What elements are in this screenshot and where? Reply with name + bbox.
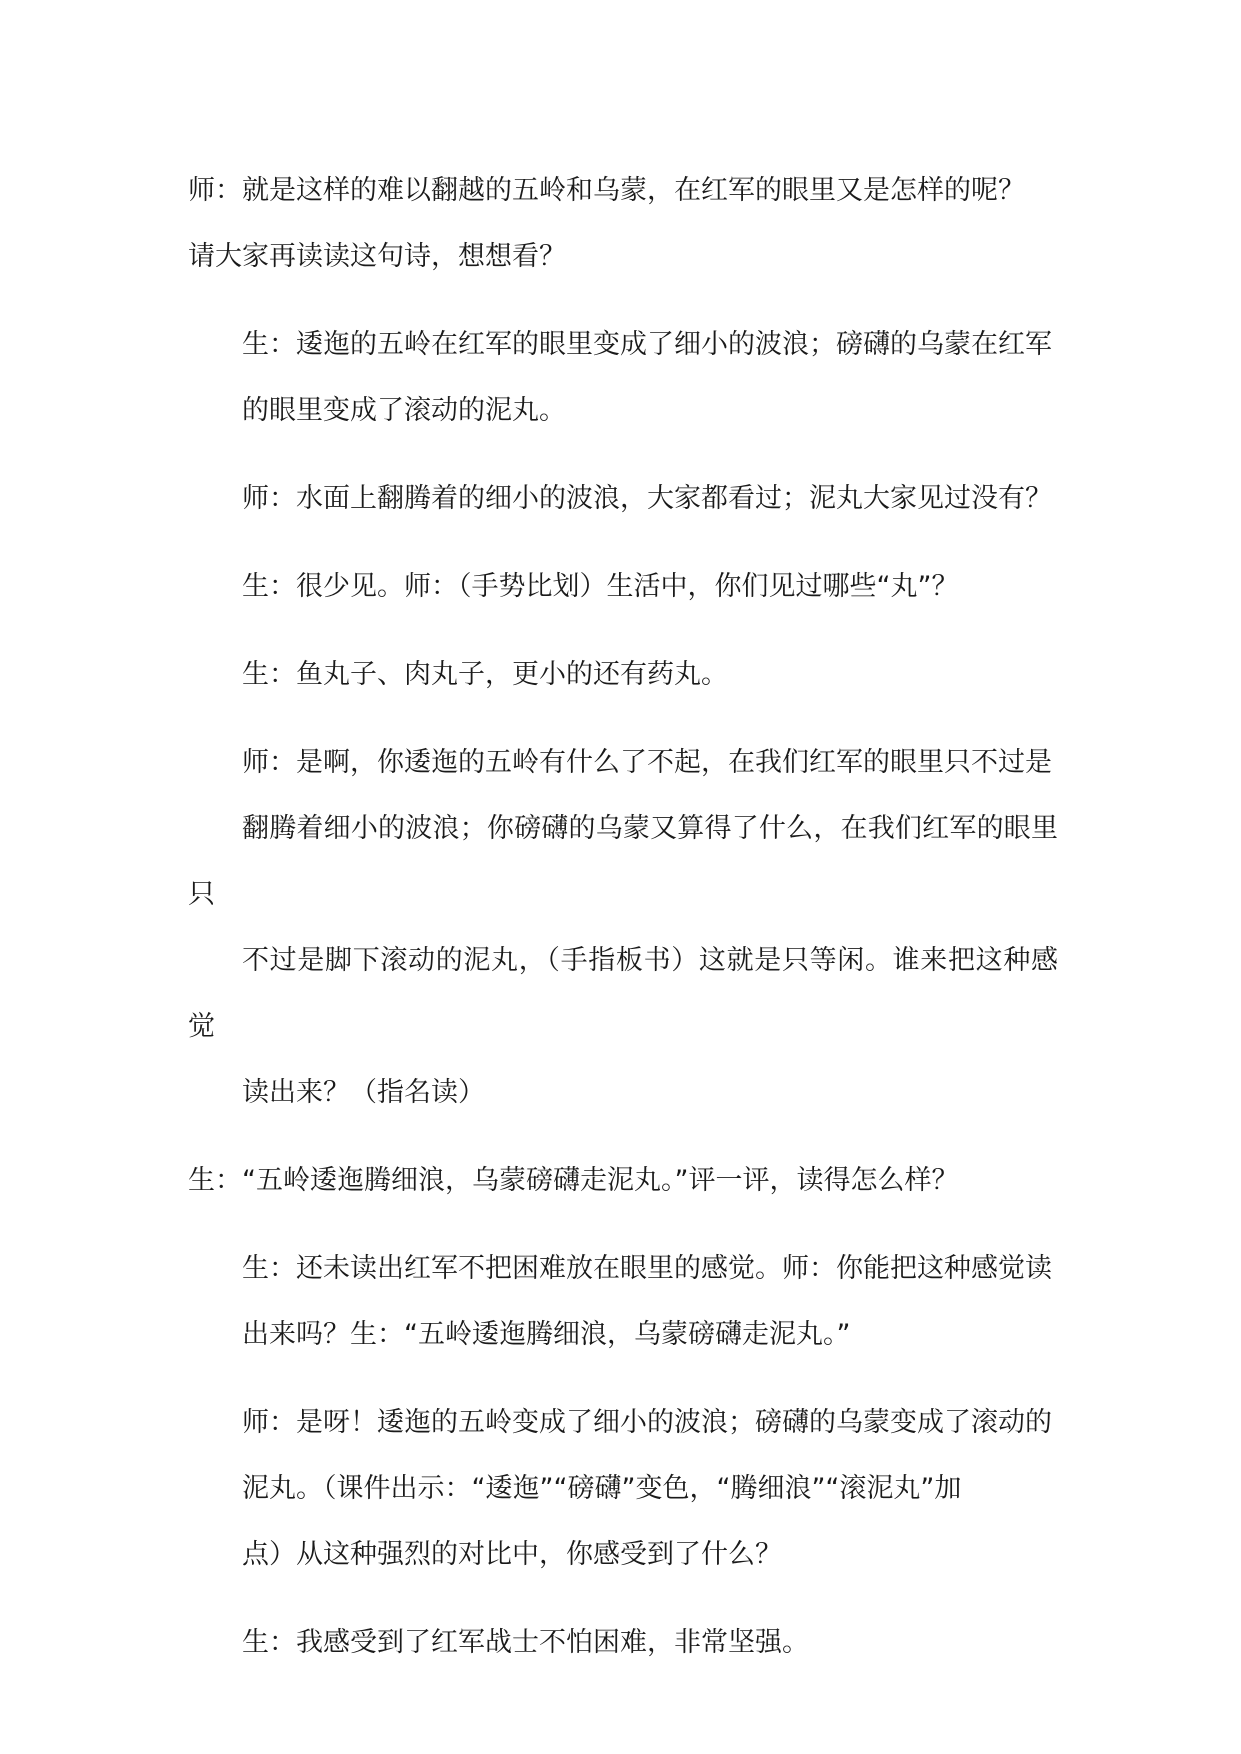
paragraph — [188, 312, 1058, 444]
paragraph — [188, 730, 1058, 1126]
paragraph-line: 师：是啊，你逶迤的五岭有什么了不起，在我们红军的眼里只不过是 — [242, 747, 1052, 778]
paragraph-line: 生：“五岭逶迤腾细浪，乌蒙磅礴走泥丸。”评一评，读得怎么样？ — [188, 1165, 959, 1196]
paragraph — [188, 1148, 1058, 1214]
paragraph — [188, 1236, 1058, 1368]
paragraph-line: 请大家再读读这句诗，想想看？ — [188, 241, 566, 272]
paragraph — [188, 158, 1058, 290]
paragraph-line: 生：逶迤的五岭在红军的眼里变成了细小的波浪；磅礴的乌蒙在红军 — [242, 329, 1052, 360]
paragraph-line: 师：水面上翻腾着的细小的波浪，大家都看过；泥丸大家见过没有？ — [242, 483, 1052, 514]
paragraph-line: 读出来？（指名读） — [242, 1077, 485, 1108]
paragraph — [188, 1610, 1058, 1676]
paragraph-line: 师：是呀！逶迤的五岭变成了细小的波浪；磅礴的乌蒙变成了滚动的 — [242, 1407, 1052, 1438]
paragraph-line: 生：鱼丸子、肉丸子，更小的还有药丸。 — [242, 659, 728, 690]
paragraph-line: 生：很少见。师：（手势比划）生活中，你们见过哪些“丸”？ — [242, 571, 959, 602]
paragraph-line: 生：我感受到了红军战士不怕困难，非常坚强。 — [242, 1627, 809, 1658]
paragraph — [188, 466, 1058, 532]
paragraph-line: 翻腾着细小的波浪；你磅礴的乌蒙又算得了什么，在我们红军的眼里只 — [188, 813, 1058, 910]
paragraph-line: 出来吗？生：“五岭逶迤腾细浪，乌蒙磅礴走泥丸。” — [242, 1319, 851, 1350]
paragraph-line: 的眼里变成了滚动的泥丸。 — [242, 395, 566, 426]
paragraph-line: 生：还未读出红军不把困难放在眼里的感觉。师：你能把这种感觉读 — [242, 1253, 1052, 1284]
document-body — [188, 158, 1058, 1698]
paragraph — [188, 554, 1058, 620]
paragraph-line: 泥丸。（课件出示：“逶迤”“磅礴”变色，“腾细浪”“滚泥丸”加 — [242, 1473, 962, 1504]
paragraph-line: 师：就是这样的难以翻越的五岭和乌蒙，在红军的眼里又是怎样的呢？ — [188, 175, 1025, 206]
paragraph-line: 不过是脚下滚动的泥丸，（手指板书）这就是只等闲。谁来把这种感觉 — [188, 945, 1058, 1042]
paragraph — [188, 1390, 1058, 1588]
paragraph-line: 点）从这种强烈的对比中，你感受到了什么？ — [242, 1539, 782, 1570]
paragraph — [188, 642, 1058, 708]
